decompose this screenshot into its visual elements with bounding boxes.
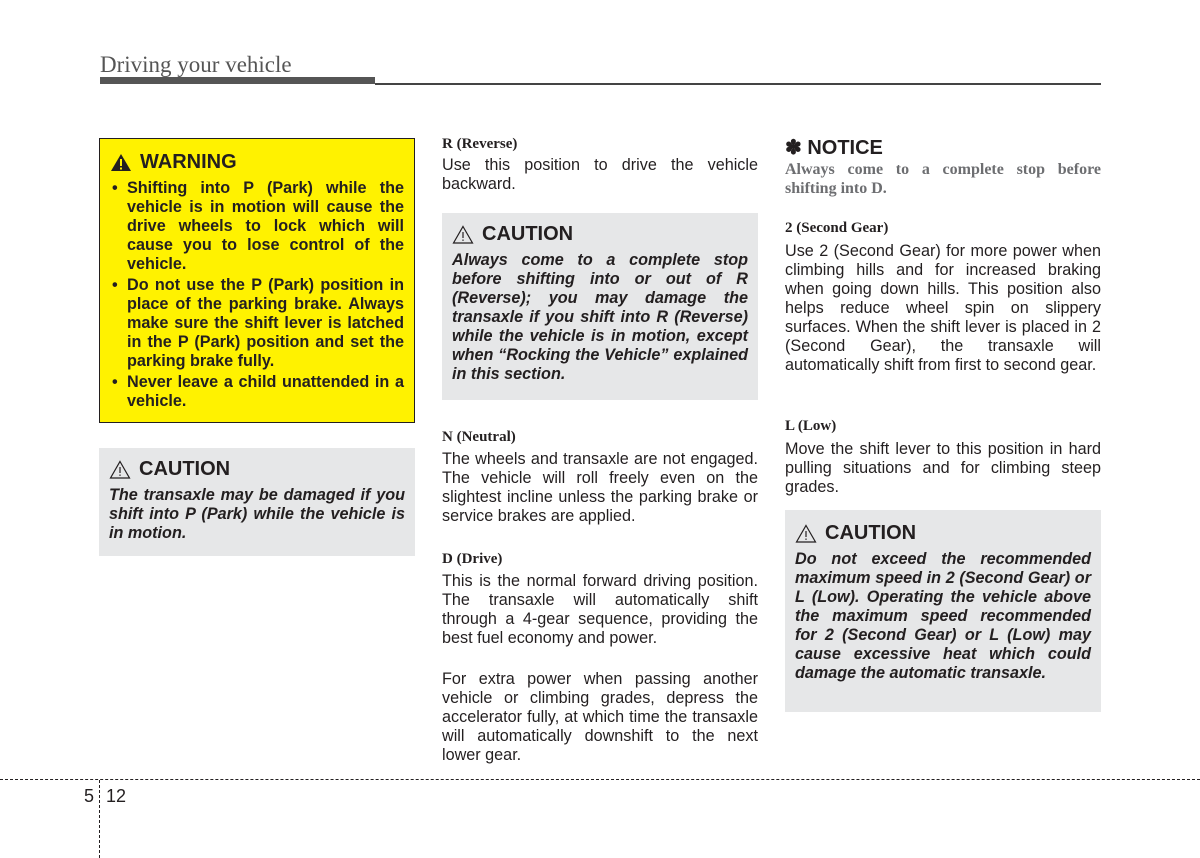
- caution-text: Do not exceed the recommended maximum speed in 2 (Second Gear) or L (Low). Operating the vehicle above the maximum speed recommended for 2 (Second Gear) or L (Low) may cause excessive heat which could damage the automatic transaxle.: [795, 550, 1091, 682]
- section-heading-low: L (Low): [785, 418, 837, 434]
- caution-triangle-icon: [109, 460, 131, 479]
- section-heading-neutral: N (Neutral): [442, 429, 516, 445]
- reverse-text: Use this position to drive the vehicle backward.: [442, 156, 758, 193]
- caution-title: [795, 522, 1091, 545]
- footer-dashed-divider: [99, 780, 100, 858]
- caution-title: [452, 223, 748, 246]
- caution-title: [109, 458, 405, 481]
- page-number: 12: [106, 786, 127, 806]
- page-header-title: Driving your vehicle: [100, 52, 292, 77]
- caution-box-park: [99, 448, 415, 556]
- caution-title-text: CAUTION: [139, 458, 231, 480]
- section-heading-reverse: R (Reverse): [442, 136, 518, 152]
- warning-item: • Never leave a child unattended in a vehicle.: [110, 373, 404, 411]
- caution-triangle-icon: [795, 524, 817, 543]
- neutral-text: The wheels and transaxle are not engaged. The vehicle will roll freely even on the slightest incline unless the parking brake or service brakes are applied.: [442, 450, 758, 525]
- notice-title: ✽ NOTICE: [785, 137, 883, 159]
- drive-text-1: This is the normal forward driving position. The transaxle will automatically shift through a 4-gear sequence, providing the best fuel economy and power.: [442, 572, 758, 647]
- caution-title-text: CAUTION: [482, 223, 574, 245]
- warning-triangle-icon: [110, 153, 132, 172]
- warning-title: [110, 151, 404, 174]
- caution-title-text: CAUTION: [825, 522, 917, 544]
- warning-item: • Do not use the P (Park) position in place of the parking brake. Always make sure the shift lever is latched in the P (Park) position and set the parking brake fully.: [110, 276, 404, 371]
- caution-box-speed: [785, 510, 1101, 712]
- caution-text: The transaxle may be damaged if you shift into P (Park) while the vehicle is in motion.: [109, 486, 405, 542]
- header-rule-thick: [100, 77, 375, 84]
- section-heading-second: 2 (Second Gear): [785, 220, 889, 236]
- warning-item: • Shifting into P (Park) while the vehicle is in motion will cause the drive wheels to lock which will cause you to lose control of the vehicle.: [110, 179, 404, 274]
- caution-triangle-icon: [452, 225, 474, 244]
- footer-dashed-rule: [0, 779, 1200, 780]
- warning-box: [99, 138, 415, 423]
- caution-text: Always come to a complete stop before shifting into or out of R (Reverse); you may damage the transaxle if you shift into R (Reverse) while the vehicle is in motion, except when “Rocking the Vehicle” explained in this section.: [452, 251, 748, 383]
- header-rule-thin: [375, 83, 1101, 85]
- low-text: Move the shift lever to this position in hard pulling situations and for climbing steep grades.: [785, 440, 1101, 496]
- section-heading-drive: D (Drive): [442, 551, 503, 567]
- notice-text: Always come to a complete stop before shifting into D.: [785, 161, 1101, 197]
- warning-list: [110, 179, 404, 411]
- warning-title-text: WARNING: [140, 151, 237, 173]
- caution-box-reverse: [442, 213, 758, 400]
- drive-text-2: For extra power when passing another vehicle or climbing grades, depress the accelerator fully, at which time the transaxle will automatically downshift to the next lower gear.: [442, 670, 758, 764]
- chapter-number: 5: [84, 786, 95, 806]
- second-text: Use 2 (Second Gear) for more power when climbing hills and for increased braking when going down hills. This position also helps reduce wheel spin on slippery surfaces. When the shift lever is placed in 2 (Second Gear), the transaxle will automatically shift from first to second gear.: [785, 242, 1101, 374]
